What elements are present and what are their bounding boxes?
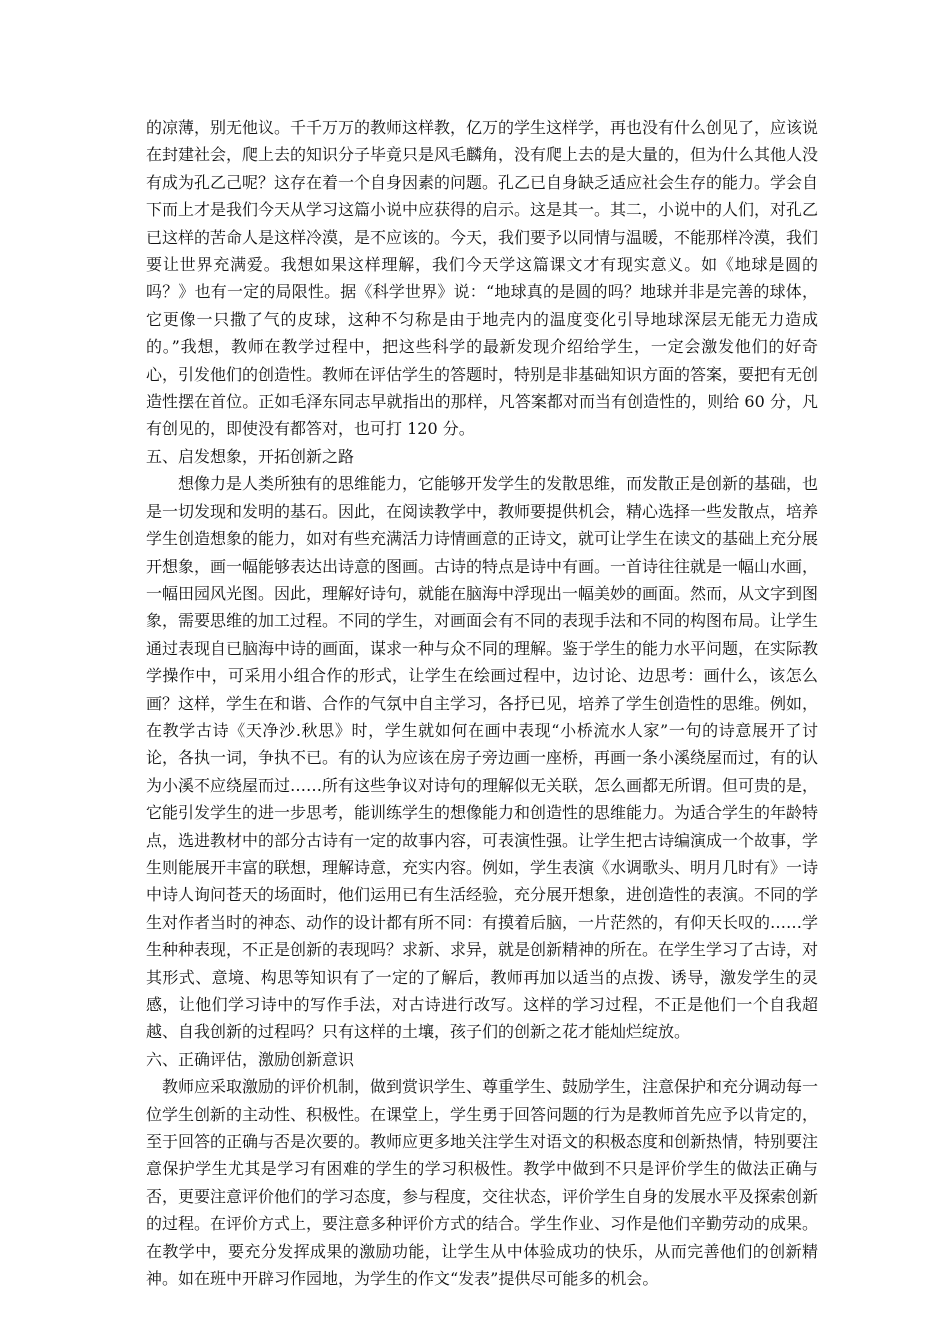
paragraph-section-5: 想像力是人类所独有的思维能力，它能够开发学生的发散思维，而发散正是创新的基础，也是一切发现和发明的基石。因此，在阅读教学中，教师要提供机会，精心选择一些发散点，培养学生创造想象的能力，如对有些充满活力诗情画意的正诗文，就可让学生在读文的基础上充分展开想象，画一幅能够表达出诗意的图画。古诗的特点是诗中有画。一首诗往往就是一幅山水画，一幅田园风光图。因此，理解好诗句，就能在脑海中浮现出一幅美妙的画面。然而，从文字到图象，需要思维的加工过程。不同的学生，对画面会有不同的表现手法和不同的构图布局。让学生通过表现自已脑海中诗的画面，谋求一种与众不同的理解。鉴于学生的能力水平问题，在实际教学操作中，可采用小组合作的形式，让学生在绘画过程中，边讨论、边思考：画什么，该怎么画？这样，学生在和谐、合作的气氛中自主学习，各抒已见，培养了学生创造性的思维。例如，在教学古诗《天净沙.秋思》时，学生就如何在画中表现“小桥流水人家”一句的诗意展开了讨论，各执一词，争执不已。有的认为应该在房子旁边画一座桥，再画一条小溪绕屋而过，有的认为小溪不应绕屋而过……所有这些争议对诗句的理解似无关联，怎么画都无所谓。但可贵的是，它能引发学生的进一步思考，能训练学生的想像能力和创造性的思维能力。为适合学生的年龄特点，选进教材中的部分古诗有一定的故事内容，可表演性强。让学生把古诗编演成一个故事，学生则能展开丰富的联想，理解诗意，充实内容。例如，学生表演《水调歌头、明月几时有》一诗中诗人询问苍天的场面时，他们运用已有生活经验，充分展开想象，进创造性的表演。不同的学生对作者当时的神态、动作的设计都有所不同：有摸着后脑，一片茫然的，有仰天长叹的……学生种种表现，不正是创新的表现吗？求新、求异，就是创新精神的所在。在学生学习了古诗，对其形式、意境、构思等知识有了一定的了解后，教师再加以适当的点拨、诱导，激发学生的灵感，让他们学习诗中的写作手法，对古诗进行改写。这样的学习过程，不正是他们一个自我超越、自我创新的过程吗？只有这样的土壤，孩子们的创新之花才能灿烂绽放。 — [146, 474, 819, 1042]
document-body — [146, 114, 818, 1292]
section-heading-6: 六、正确评估，激励创新意识 — [146, 1049, 355, 1069]
paragraph-continuation: 的凉薄，别无他议。千千万万的教师这样教，亿万的学生这样学，再也没有什么创见了，应该说在封建社会，爬上去的知识分子毕竟只是风毛麟角，没有爬上去的是大量的，但为什么其他人没有成为孔乙己呢？这存在着一个自身因素的问题。孔乙已自身缺乏适应社会生存的能力。学会自下而上才是我们今天从学习这篇小说中应获得的启示。这是其一。其二，小说中的人们，对孔乙已这样的苦命人是这样冷漠，是不应该的。今天，我们要予以同情与温暖，不能那样冷漠，我们要让世界充满爱。我想如果这样理解，我们今天学这篇课文才有现实意义。如《地球是圆的吗？》也有一定的局限性。据《科学世界》说：“地球真的是圆的吗？地球并非是完善的球体，它更像一只撒了气的皮球，这种不匀称是由于地壳内的温度变化引导地球深层无能无力造成的。”我想，教师在教学过程中，把这些科学的最新发现介绍给学生，一定会激发他们的好奇心，引发他们的创造性。教师在评估学生的答题时，特别是非基础知识方面的答案，要把有无创造性摆在首位。正如毛泽东同志早就指出的那样，凡答案都对而当有创造性的，则给 60 分，凡有创见的，即使没有都答对，也可打 120 分。 — [146, 118, 819, 439]
section-heading-5: 五、启发想象，开拓创新之路 — [146, 446, 355, 466]
paragraph-section-6: 教师应采取激励的评价机制，做到赏识学生、尊重学生、鼓励学生，注意保护和充分调动每一位学生创新的主动性、积极性。在课堂上，学生勇于回答问题的行为是教师首先应予以肯定的，至于回答的正确与否是次要的。教师应更多地关注学生对语文的积极态度和创新热情，特别要注意保护学生尤其是学习有困难的学生的学习积极性。教学中做到不只是评价学生的做法正确与否，更要注意评价他们的学习态度，参与程度，交往状态，评价学生自身的发展水平及探索创新的过程。在评价方式上，要注意多种评价方式的结合。学生作业、习作是他们辛勤劳动的成果。在教学中，要充分发挥成果的激励功能，让学生从中体验成功的快乐，从而完善他们的创新精神。如在班中开辟习作园地，为学生的作文“发表”提供尽可能多的机会。 — [146, 1077, 819, 1289]
